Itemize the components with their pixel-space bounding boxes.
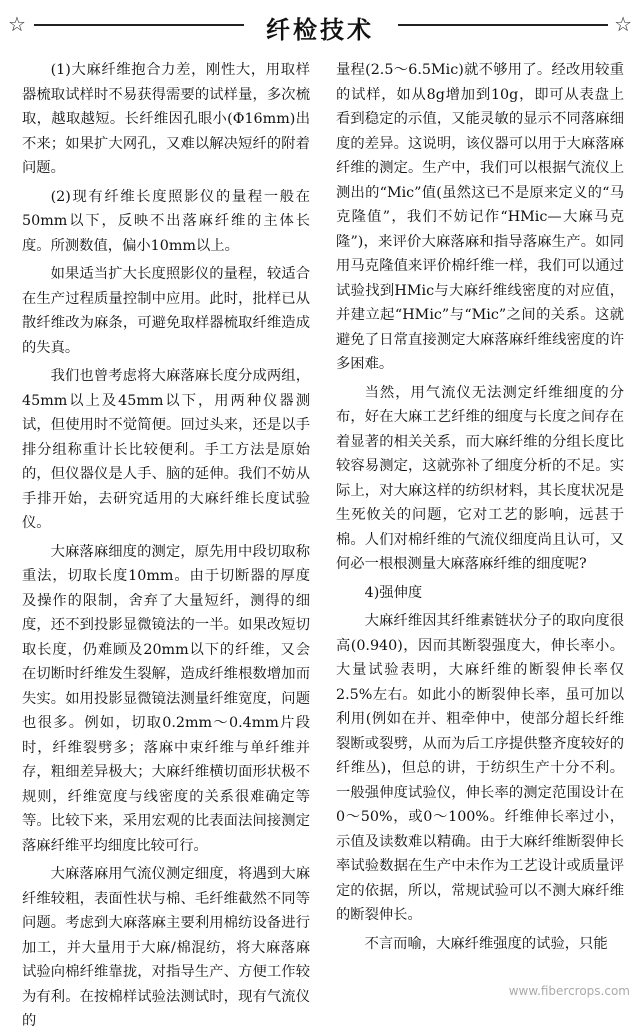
subsection-heading: 4)强伸度 xyxy=(364,584,423,601)
site-watermark: www.fibercrops.com xyxy=(508,984,630,998)
paragraph: 当然，用气流仪无法测定纤维细度的分布，好在大麻工艺纤维的细度与长度之间存在着显著的相关关系，而大麻纤维的分组长度比较容易测定，这就弥补了细度分析的不足。实际上，对大麻这样的纺织材料，其长度状况是生死攸关的问题，它对工艺的影响，远甚于棉。人们对棉纤维的气流仪细度尚且认可，又何必一根根测量大麻落麻纤维的细度呢? xyxy=(336,384,624,572)
paragraph: 大麻落麻细度的测定，原先用中段切取称重法，切取长度10mm。由于切断器的厚度及操作的限制，舍弃了大量短纤，测得的细度，还不到投影显微镜法的一半。如果改短切取长度，仍难顾及20mm以下的纤维，又会在切断时纤维发生裂解，造成纤维根数增加而失实。如用投影显微镜法测量纤维宽度，问题也很多。例如，切取0.2mm～0.4mm片段时，纤维裂劈多；落麻中束纤维与单纤维并存，粗细差异极大；大麻纤维横切面形状极不规则，纤维宽度与线密度的关系很难确定等等。比较下来，采用宏观的比表面法间接测定落麻纤维平均细度比较可行。 xyxy=(22,543,310,854)
header-rule-right xyxy=(398,24,608,26)
right-text-column xyxy=(336,58,624,988)
star-icon-right: ☆ xyxy=(614,12,632,36)
paragraph: 我们也曾考虑将大麻落麻长度分成两组，45mm以上及45mm以下，用两种仪器测试，但使用时不觉简便。回过头来，还是以手排分组称重计长比较便利。手工方法是原始的，但仪器仪是人手、脑的延伸。我们不妨从手排开始，去研究适用的大麻纤维长度试验仪。 xyxy=(22,368,310,531)
section-title: 纤检技术 xyxy=(266,16,374,44)
paragraph: 不言而喻，大麻纤维强度的试验，只能 xyxy=(364,935,608,952)
paragraph: 大麻落麻用气流仪测定细度，将遇到大麻纤维较粗，表面性状与棉、毛纤维截然不同等问题。考虑到大麻落麻主要利用棉纺设备进行加工，并大量用于大麻/棉混纺，将大麻落麻试验向棉纤维靠拢，对指导生产、方便工作较为有利。在按棉样试验法测试时，现有气流仪的 xyxy=(22,866,310,1029)
paragraph-continued: 量程(2.5～6.5Mic)就不够用了。经改用较重的试样，如从8g增加到10g，即可从表盘上看到稳定的示值，又能灵敏的显示不同落麻细度的差异。这说明，该仪器可以用于大麻落麻纤维的测定。生产中，我们可以根据气流仪上测出的“Mic”值(虽然这已不是原来定义的“马克隆值”，我们不妨记作“HMic—大麻马克隆”)，来评价大麻落麻和指导落麻生产。如同用马克隆值来评价棉纤维一样，我们可以通过试验找到HMic与大麻纤维线密度的对应值，并建立起“HMic”与“Mic”之间的关系。这就避免了日常直接测定大麻落麻纤维线密度的许多困难。 xyxy=(336,62,624,372)
page-header xyxy=(0,0,640,52)
paragraph: (2)现有纤维长度照影仪的量程一般在50mm以下，反映不出落麻纤维的主体长度。所测数值，偏小10mm以上。 xyxy=(22,188,310,254)
paragraph: 如果适当扩大长度照影仪的量程，较适合在生产过程质量控制中应用。此时，批样已从散纤维改为麻条，可避免取样器梳取纤维造成的失真。 xyxy=(22,266,310,356)
paragraph: (1)大麻纤维抱合力差，刚性大，用取样器梳取试样时不易获得需要的试样量，多次梳取，越取越短。长纤维因孔眼小(Φ16mm)出不来；如果扩大网孔，又难以解决短纤的附着问题。 xyxy=(22,62,310,176)
paragraph: 大麻纤维因其纤维素链状分子的取向度很高(0.940)，因而其断裂强度大，伸长率小。大量试验表明，大麻纤维的断裂伸长率仅2.5%左右。如此小的断裂伸长率，虽可加以利用(例如在并、粗牵伸中，使部分超长纤维裂断或裂劈，从而为后工序提供整齐度较好的纤维丛)，但总的讲，于纺织生产十分不利。一般强伸度试验仪，伸长率的测定范围设计在0～50%，或0～100%。纤维伸长率过小，示值及读数难以精确。由于大麻纤维断裂伸长率试验数据在生产中未作为工艺设计或质量评定的依据，所以，常规试验可以不测大麻纤维的断裂伸长。 xyxy=(336,613,624,923)
header-rule-left xyxy=(34,24,244,26)
star-icon-left: ☆ xyxy=(8,12,26,36)
left-text-column xyxy=(22,58,310,1029)
